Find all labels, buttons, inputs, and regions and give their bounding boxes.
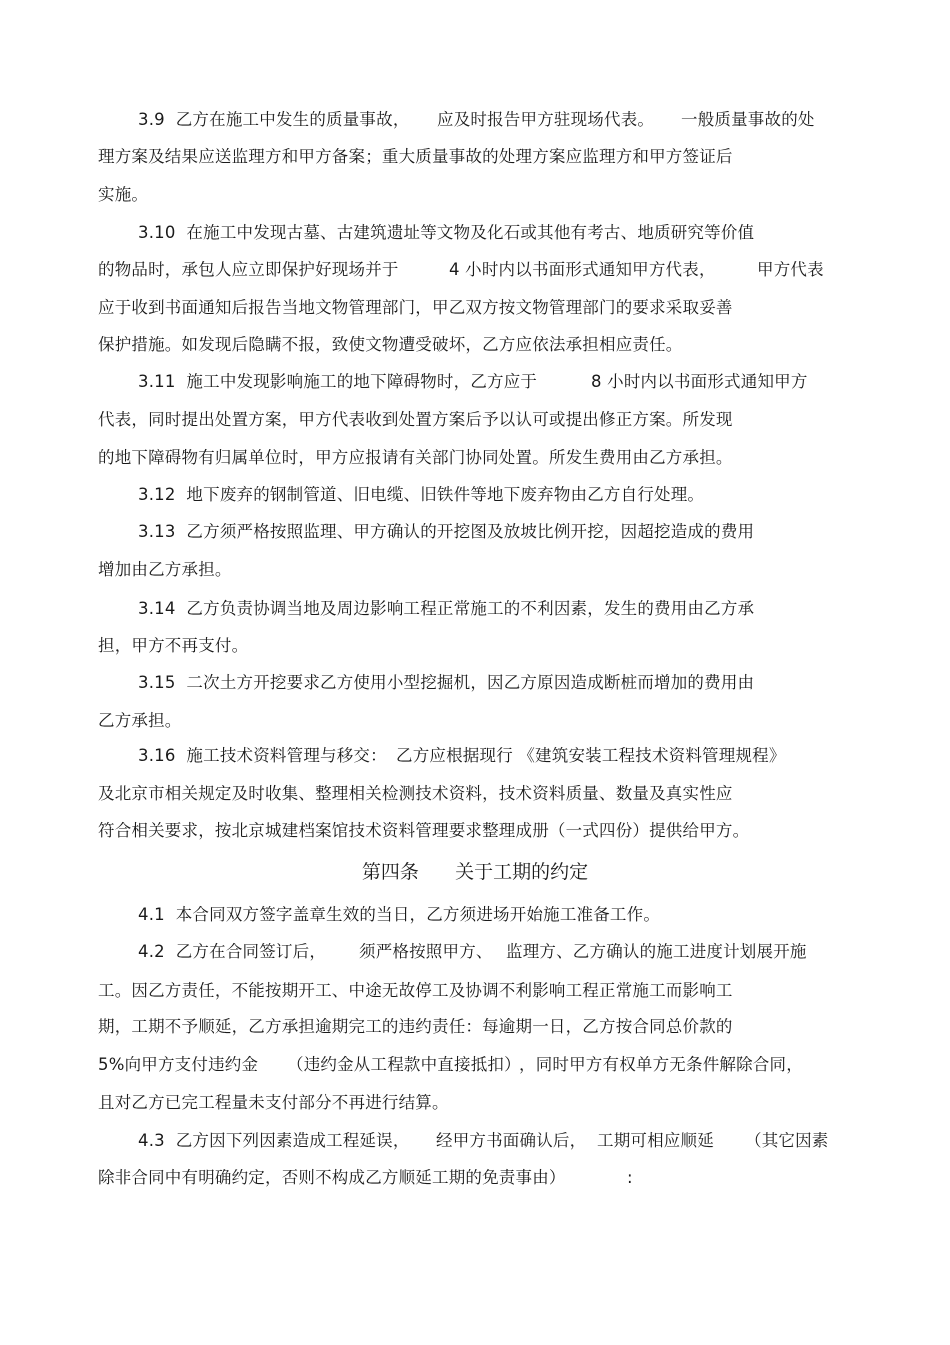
section-number: 第四条	[361, 861, 419, 883]
para-3-16-line-3	[0, 819, 750, 843]
text-segment: 3.10 在施工中发现古墓、古建筑遗址等文物及化石或其他有考古、地质研究等价值	[138, 223, 755, 242]
text-segment: 乙方应根据现行 《建筑安装工程技术资料管理规程》	[396, 746, 786, 765]
text-segment: 担，甲方不再支付。	[98, 636, 249, 655]
para-4-2-line-3	[0, 1015, 733, 1039]
para-3-11-line-1	[0, 370, 808, 394]
para-3-16-line-2	[0, 782, 733, 806]
text-segment: 4.2 乙方在合同签订后，	[138, 942, 327, 961]
para-4-2-line-5	[0, 1091, 449, 1115]
text-segment: 工。因乙方责任，不能按期开工、中途无故停工及协调不利影响工程正常施工而影响工	[98, 981, 733, 1000]
text-segment: :	[627, 1168, 633, 1187]
para-4-2-line-4	[0, 1053, 803, 1077]
text-segment: 4.1 本合同双方签字盖章生效的当日，乙方须进场开始施工准备工作。	[138, 905, 661, 924]
para-3-10-line-1	[0, 221, 755, 245]
para-4-2-line-1	[0, 940, 807, 964]
text-segment: 且对乙方已完工程量未支付部分不再进行结算。	[98, 1093, 449, 1112]
text-segment: 保护措施。如发现后隐瞒不报，致使文物遭受破坏，乙方应依法承担相应责任。	[98, 335, 683, 354]
para-3-12-line-1	[0, 483, 705, 507]
para-4-2-line-2	[0, 979, 733, 1003]
text-segment: 3.9 乙方在施工中发生的质量事故，	[138, 110, 410, 129]
text-segment: 及北京市相关规定及时收集、整理相关检测技术资料，技术资料质量、数量及真实性应	[98, 784, 733, 803]
text-segment: 乙方承担。	[98, 711, 182, 730]
para-3-10-line-3	[0, 296, 733, 320]
text-segment: 的物品时，承包人应立即保护好现场并于	[98, 260, 399, 279]
para-3-9-line-3	[0, 183, 149, 207]
text-segment: 监理方、乙方确认的施工进度计划展开施	[506, 942, 807, 961]
text-segment: （违约金从工程款中直接抵扣）	[287, 1055, 521, 1074]
para-3-10-line-4	[0, 333, 683, 357]
text-segment: 应于收到书面通知后报告当地文物管理部门，甲乙双方按文物管理部门的要求采取妥善	[98, 298, 733, 317]
para-3-9-line-1	[0, 108, 815, 132]
text-segment: 除非合同中有明确约定，否则不构成乙方顺延工期的免责事由）	[98, 1168, 566, 1187]
text-segment: 理方案及结果应送监理方和甲方备案；重大质量事故的处理方案应监理方和甲方签证后	[98, 147, 733, 166]
text-segment: 3.15 二次土方开挖要求乙方使用小型挖掘机，因乙方原因造成断桩而增加的费用由	[138, 673, 755, 692]
para-3-14-line-1	[0, 597, 755, 621]
para-3-15-line-1	[0, 671, 755, 695]
text-segment: 经甲方书面确认后，	[436, 1131, 587, 1150]
text-segment: 3.16 施工技术资料管理与移交：	[138, 746, 387, 765]
text-segment: 的地下障碍物有归属单位时，甲方应报请有关部门协同处置。所发生费用由乙方承担。	[98, 448, 733, 467]
text-segment: 一般质量事故的处	[681, 110, 815, 129]
text-segment: （其它因素	[745, 1131, 829, 1150]
text-segment: 符合相关要求，按北京城建档案馆技术资料管理要求整理成册（一式四份）提供给甲方。	[98, 821, 750, 840]
para-3-9-line-2	[0, 145, 733, 169]
text-segment: 3.12 地下废弃的钢制管道、旧电缆、旧铁件等地下废弃物由乙方自行处理。	[138, 485, 705, 504]
section-heading	[0, 859, 950, 885]
para-3-10-line-2	[0, 258, 824, 282]
text-segment: 应及时报告甲方驻现场代表。	[437, 110, 655, 129]
para-3-13-line-1	[0, 520, 755, 544]
section-title: 关于工期的约定	[455, 861, 589, 883]
para-3-16-line-1	[0, 744, 786, 768]
text-segment: 4.3 乙方因下列因素造成工程延误，	[138, 1131, 410, 1150]
text-segment: 8 小时内以书面形式通知甲方	[591, 372, 808, 391]
text-segment: ，同时甲方有权单方无条件解除合同，	[519, 1055, 803, 1074]
para-4-1-line-1	[0, 903, 661, 927]
para-3-15-line-2	[0, 709, 182, 733]
text-segment: 3.14 乙方负责协调当地及周边影响工程正常施工的不利因素，发生的费用由乙方承	[138, 599, 755, 618]
text-segment: 3.13 乙方须严格按照监理、甲方确认的开挖图及放坡比例开挖，因超挖造成的费用	[138, 522, 755, 541]
text-segment: 甲方代表	[757, 260, 824, 279]
para-3-13-line-2	[0, 558, 232, 582]
text-segment: 代表，同时提出处置方案，甲方代表收到处置方案后予以认可或提出修正方案。所发现	[98, 410, 733, 429]
para-3-11-line-3	[0, 446, 733, 470]
text-segment: 须严格按照甲方、	[359, 942, 493, 961]
para-3-11-line-2	[0, 408, 733, 432]
para-4-3-line-1	[0, 1129, 829, 1153]
para-4-3-line-2	[0, 1166, 633, 1190]
para-3-14-line-2	[0, 634, 249, 658]
text-segment: 4 小时内以书面形式通知甲方代表，	[449, 260, 716, 279]
text-segment: 实施。	[98, 185, 149, 204]
text-segment: 工期可相应顺延	[597, 1131, 714, 1150]
text-segment: 期，工期不予顺延，乙方承担逾期完工的违约责任：每逾期一日，乙方按合同总价款的	[98, 1017, 733, 1036]
text-segment: 3.11 施工中发现影响施工的地下障碍物时，乙方应于	[138, 372, 538, 391]
text-segment: 5%向甲方支付违约金	[98, 1055, 259, 1074]
text-segment: 增加由乙方承担。	[98, 560, 232, 579]
